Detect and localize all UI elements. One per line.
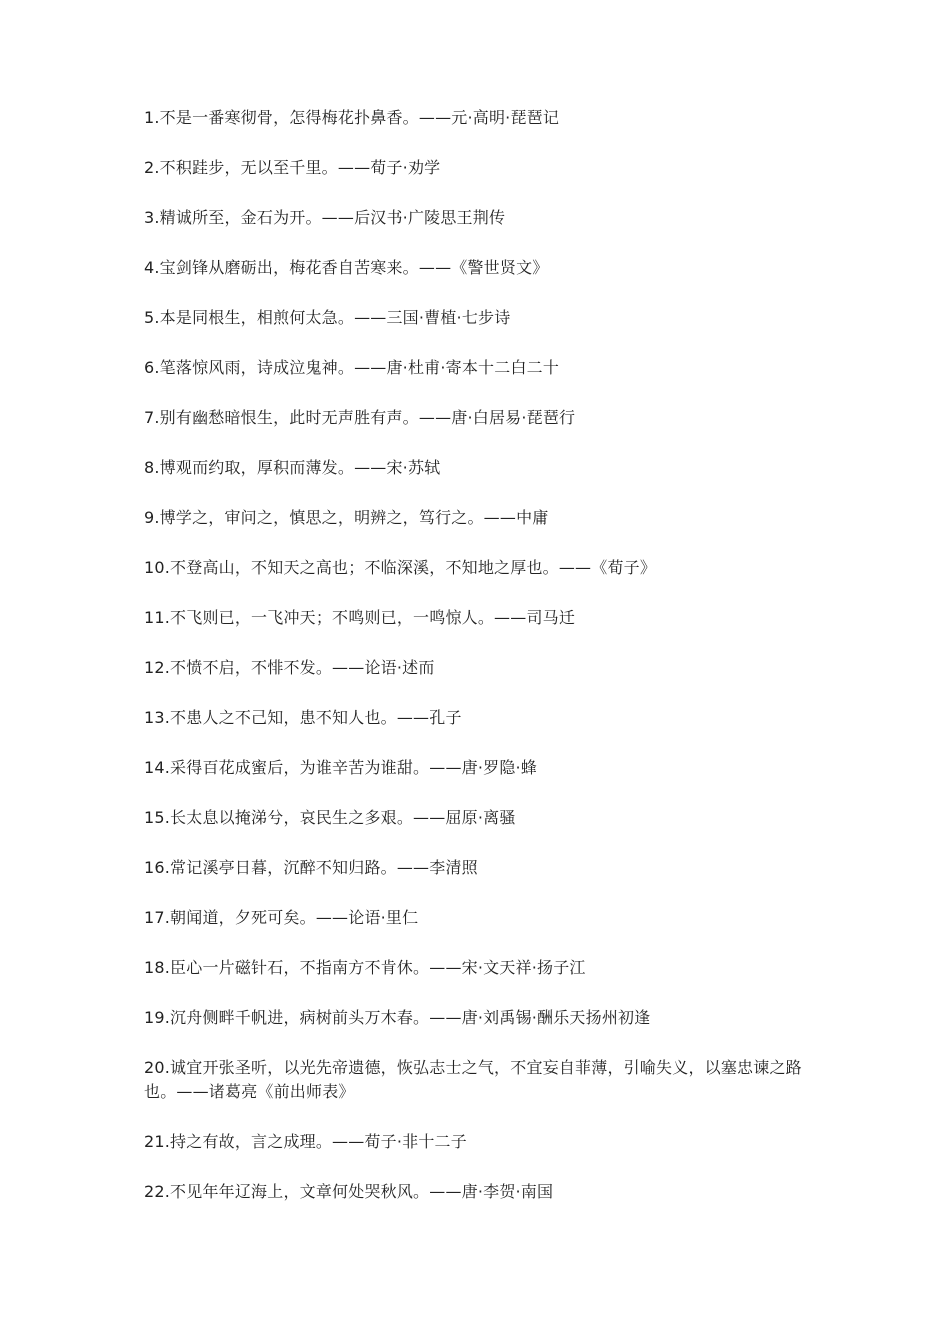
quote-line: 12.不愤不启，不悱不发。——论语·述而 xyxy=(144,658,435,677)
quote-line: 15.长太息以掩涕兮，哀民生之多艰。——屈原·离骚 xyxy=(144,808,516,827)
quote-line: 16.常记溪亭日暮，沉醉不知归路。——李清照 xyxy=(144,858,478,877)
quote-line: 5.本是同根生，相煎何太急。——三国·曹植·七步诗 xyxy=(144,308,511,327)
quote-line: 20.诚宜开张圣听，以光先帝遗德，恢弘志士之气，不宜妄自菲薄，引喻失义，以塞忠谏之路也。——诸葛亮《前出师表》 xyxy=(144,1058,802,1101)
quote-line: 3.精诚所至，金石为开。——后汉书·广陵思王荆传 xyxy=(144,208,506,227)
document-page xyxy=(144,106,810,1204)
quote-line: 8.博观而约取，厚积而薄发。——宋·苏轼 xyxy=(144,458,441,477)
quote-line: 10.不登高山，不知天之高也；不临深溪，不知地之厚也。——《荀子》 xyxy=(144,558,657,577)
quote-line: 21.持之有故，言之成理。——荀子·非十二子 xyxy=(144,1132,467,1151)
quote-line: 17.朝闻道，夕死可矣。——论语·里仁 xyxy=(144,908,419,927)
quote-line: 7.别有幽愁暗恨生，此时无声胜有声。——唐·白居易·琵琶行 xyxy=(144,408,576,427)
quote-line: 6.笔落惊风雨，诗成泣鬼神。——唐·杜甫·寄本十二白二十 xyxy=(144,358,560,377)
quote-line: 19.沉舟侧畔千帆进，病树前头万木春。——唐·刘禹锡·酬乐天扬州初逢 xyxy=(144,1008,651,1027)
quote-line: 14.采得百花成蜜后，为谁辛苦为谁甜。——唐·罗隐·蜂 xyxy=(144,758,538,777)
quote-line: 13.不患人之不己知，患不知人也。——孔子 xyxy=(144,708,462,727)
quote-line: 1.不是一番寒彻骨，怎得梅花扑鼻香。——元·高明·琵琶记 xyxy=(144,108,560,127)
quote-line: 11.不飞则已，一飞冲天；不鸣则已，一鸣惊人。——司马迁 xyxy=(144,608,576,627)
quote-line: 9.博学之，审问之，慎思之，明辨之，笃行之。——中庸 xyxy=(144,508,549,527)
quote-line: 18.臣心一片磁针石，不指南方不肯休。——宋·文天祥·扬子江 xyxy=(144,958,586,977)
quote-line: 4.宝剑锋从磨砺出，梅花香自苦寒来。——《警世贤文》 xyxy=(144,258,549,277)
quote-line: 2.不积跬步，无以至千里。——荀子·劝学 xyxy=(144,158,441,177)
quote-line: 22.不见年年辽海上，文章何处哭秋风。——唐·李贺·南国 xyxy=(144,1182,554,1201)
